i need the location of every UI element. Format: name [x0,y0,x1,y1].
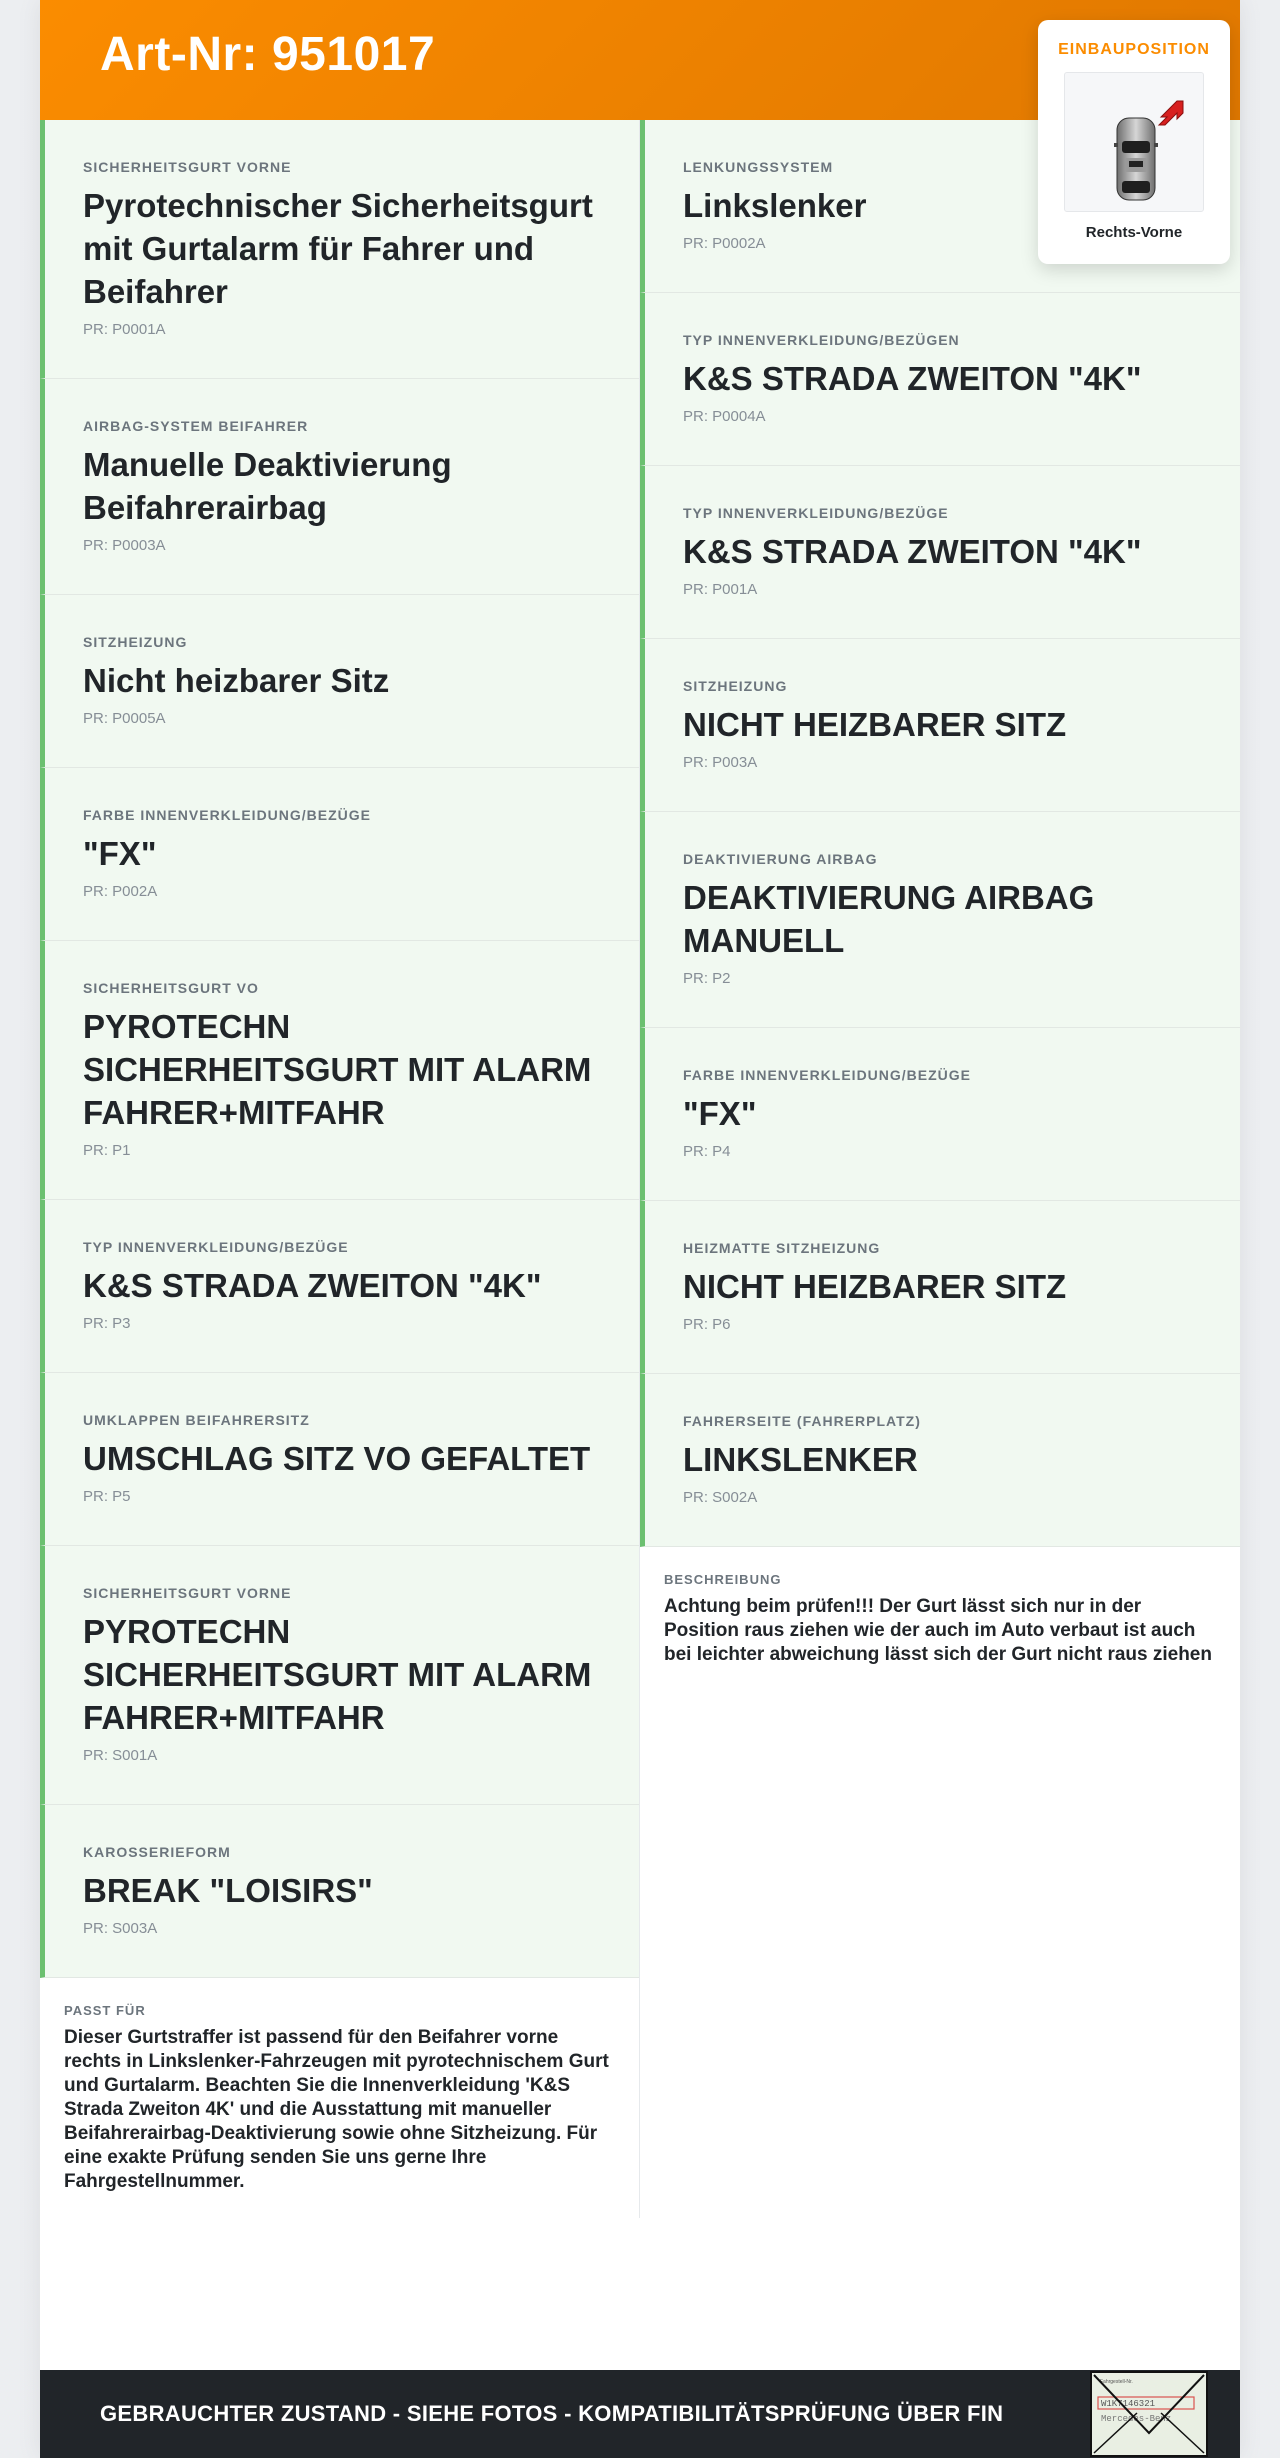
spec-item [40,120,639,379]
fits-text: Dieser Gurtstraffer ist passend für den Beifahrer vorne rechts in Linkslenker-Fahrzeugen mit pyrotechnischem Gurt und Gurtalarm. Beachten Sie die Innenverkleidung 'K&S Strada Zweiton 4K' und die Ausstattung mit manueller Beifahrerairbag-Deaktivierung sowie ohne Sitzheizung. Für eine exakte Prüfung senden Sie uns gerne Ihre Fahrgestellnummer. [64,2027,609,2192]
car-top-view-icon [1065,73,1205,213]
installation-position-label: Rechts-Vorne [1085,224,1183,241]
installation-position-card [1038,20,1230,264]
description-text: Achtung beim prüfen!!! Der Gurt lässt sich nur in der Position raus ziehen wie der auch im Auto verbaut ist auch bei leichter abweichung lässt sich der Gurt nicht raus ziehen [664,1596,1212,1665]
spec-pr-code: PR: P5 [83,1488,131,1505]
spec-item [640,812,1240,1028]
red-arrow-icon [1159,101,1183,125]
spec-value: UMSCHLAG SITZ VO GEFALTET [83,1440,591,1477]
spec-pr-code: PR: P003A [683,754,758,771]
spec-pr-code: PR: P3 [83,1315,131,1332]
spec-label: TYP INNENVERKLEIDUNG/BEZÜGE [683,505,949,521]
spec-item [40,768,639,941]
spec-value: Linkslenker [683,187,867,224]
spec-value: Pyrotechnischer Sicherheitsgurt mit Gurtalarm für Fahrer und Beifahrer [83,187,593,310]
spec-label: KAROSSERIEFORM [83,1844,231,1860]
spec-value: BREAK "LOISIRS" [83,1872,373,1909]
spec-pr-code: PR: P0002A [683,235,766,252]
spec-pr-code: PR: S001A [83,1747,158,1764]
spec-label: FAHRERSEITE (FAHRERPLATZ) [683,1413,921,1429]
spec-item [640,639,1240,812]
spec-label: SICHERHEITSGURT VO [83,980,259,996]
left-column [40,120,640,2218]
footer-text: GEBRAUCHTER ZUSTAND - SIEHE FOTOS - KOMPATIBILITÄTSPRÜFUNG ÜBER FIN [100,2401,1004,2426]
spec-label: SITZHEIZUNG [683,678,788,694]
spec-value: "FX" [683,1095,757,1132]
footer-banner [40,2370,1240,2458]
spec-value: PYROTECHN SICHERHEITSGURT MIT ALARM FAHRER+MITFAHR [83,1613,592,1736]
spec-value: NICHT HEIZBARER SITZ [683,706,1067,743]
spec-label: DEAKTIVIERUNG AIRBAG [683,851,878,867]
spec-pr-code: PR: P2 [683,970,731,987]
spec-label: SITZHEIZUNG [83,634,188,650]
spec-item [40,1200,639,1373]
spec-item [640,1374,1240,1547]
spec-value: K&S STRADA ZWEITON "4K" [83,1267,542,1304]
spec-item [640,466,1240,639]
spec-label: HEIZMATTE SITZHEIZUNG [683,1240,881,1256]
spec-value: K&S STRADA ZWEITON "4K" [683,360,1142,397]
svg-text:Fahrgestell-Nr.: Fahrgestell-Nr. [1100,2379,1133,2385]
spec-pr-code: PR: S003A [83,1920,158,1937]
spec-item [40,1546,639,1805]
fits-section [40,1978,639,2218]
spec-value: PYROTECHN SICHERHEITSGURT MIT ALARM FAHRER+MITFAHR [83,1008,592,1131]
spec-pr-code: PR: P0004A [683,408,766,425]
spec-pr-code: PR: P001A [683,581,758,598]
spec-label: FARBE INNENVERKLEIDUNG/BEZÜGE [683,1067,972,1083]
spec-item [640,1201,1240,1374]
spec-pr-code: PR: P002A [83,883,158,900]
spec-label: SICHERHEITSGURT VORNE [83,159,292,175]
description-label: BESCHREIBUNG [664,1572,782,1587]
spec-label: SICHERHEITSGURT VORNE [83,1585,292,1601]
spec-value: Nicht heizbarer Sitz [83,662,390,699]
spec-columns [40,120,1240,2218]
spec-item [40,595,639,768]
installation-position-title: EINBAUPOSITION [1058,41,1210,58]
fits-label: PASST FÜR [64,2003,146,2018]
spec-value: Manuelle Deaktivierung Beifahrerairbag [83,446,452,526]
spec-label: FARBE INNENVERKLEIDUNG/BEZÜGE [83,807,372,823]
spec-pr-code: PR: P0003A [83,537,166,554]
spec-value: LINKSLENKER [683,1441,918,1478]
envelope-icon [1092,2373,1206,2455]
spec-pr-code: PR: S002A [683,1489,758,1506]
spec-pr-code: PR: P0001A [83,321,166,338]
spec-pr-code: PR: P0005A [83,710,166,727]
article-number-title: Art-Nr: 951017 [100,27,436,81]
spec-item [40,941,639,1200]
spec-label: LENKUNGSSYSTEM [683,159,834,175]
spec-item [40,379,639,595]
svg-text:Mercedes-Benz: Mercedes-Benz [1101,2414,1172,2424]
spec-item [40,1805,639,1978]
description-section [640,1547,1240,1691]
spec-item [640,293,1240,466]
fin-envelope-image [1090,2371,1208,2457]
spec-pr-code: PR: P1 [83,1142,131,1159]
spec-item [640,1028,1240,1201]
right-column [640,120,1240,2218]
spec-item [40,1373,639,1546]
spec-label: TYP INNENVERKLEIDUNG/BEZÜGEN [683,332,960,348]
spec-value: K&S STRADA ZWEITON "4K" [683,533,1142,570]
spec-label: TYP INNENVERKLEIDUNG/BEZÜGE [83,1239,349,1255]
spec-pr-code: PR: P6 [683,1316,731,1333]
svg-text:W1K7146321: W1K7146321 [1101,2399,1156,2409]
car-position-image [1064,72,1204,212]
spec-value: "FX" [83,835,157,872]
spec-pr-code: PR: P4 [683,1143,731,1160]
spec-label: AIRBAG-SYSTEM BEIFAHRER [83,418,309,434]
spec-value: NICHT HEIZBARER SITZ [683,1268,1067,1305]
spec-label: UMKLAPPEN BEIFAHRERSITZ [83,1412,310,1428]
spec-value: DEAKTIVIERUNG AIRBAG MANUELL [683,879,1095,959]
product-sheet [40,0,1240,2458]
